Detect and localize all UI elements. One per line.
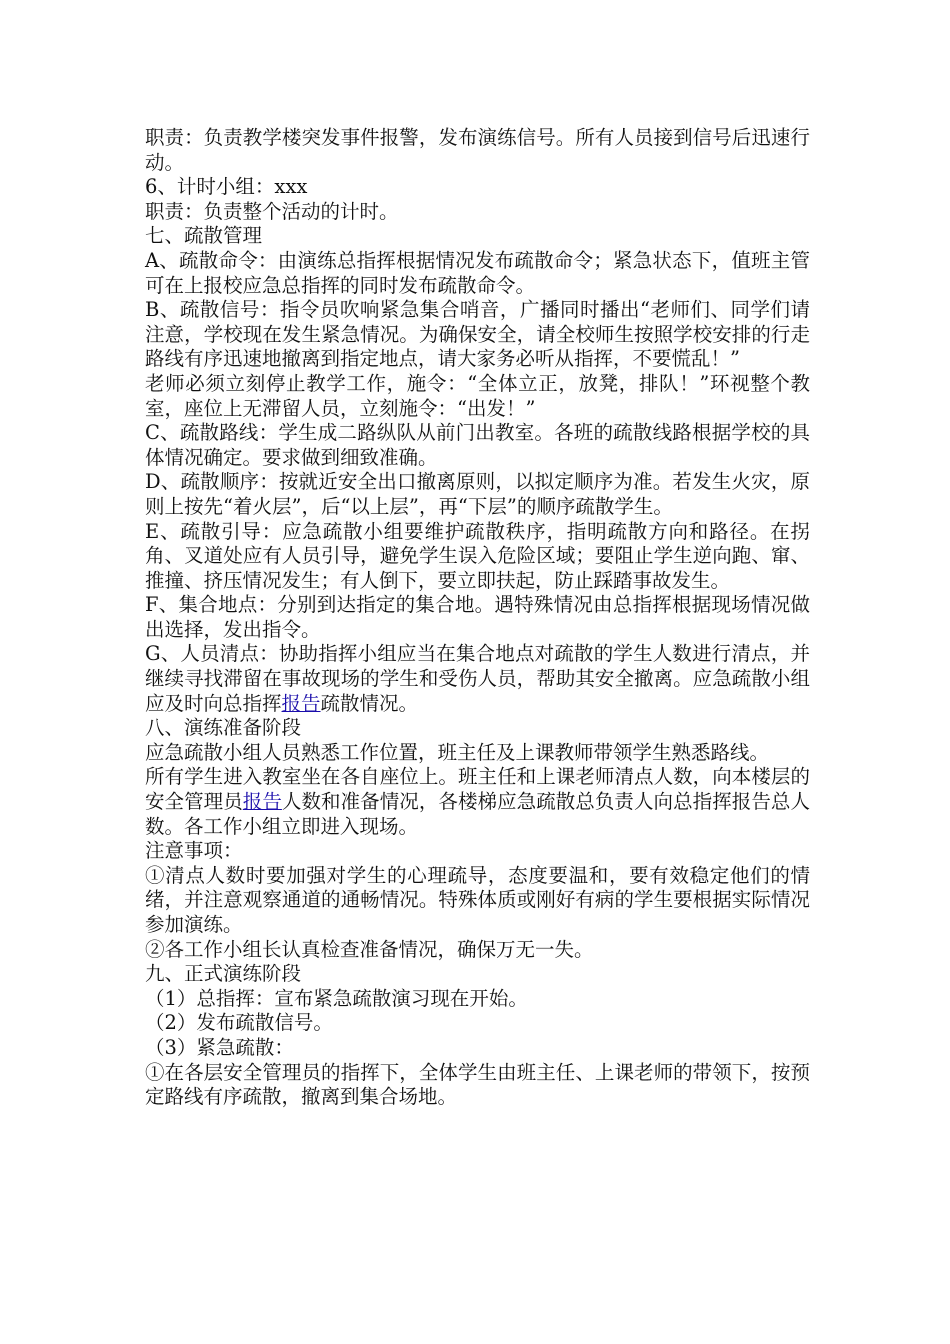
paragraph-note-2: ②各工作小组长认真检查准备情况，确保万无一失。	[145, 937, 594, 961]
paragraph-evacuation-route: C、疏散路线：学生成二路纵队从前门出教室。各班的疏散线路根据学校的具体情况确定。要求做到细致准确。	[145, 421, 810, 469]
paragraph-evacuation-signal: B、疏散信号：指令员吹响紧急集合哨音，广播同时播出“老师们、同学们请注意，学校现在发生紧急情况。为确保安全，请全校师生按照学校安排的行走路线有序迅速地撤离到指定地点，请大家务必听从指挥，不要慌乱！”	[145, 298, 810, 371]
paragraph-familiarize-route: 应急疏散小组人员熟悉工作位置，班主任及上课教师带领学生熟悉路线。	[145, 740, 770, 764]
paragraph-step-1: （1）总指挥：宣布紧急疏散演习现在开始。	[145, 986, 528, 1010]
paragraph-students-seated	[145, 765, 810, 839]
paragraph-notes-heading: 注意事项：	[145, 839, 243, 863]
paragraph-step-3-detail: ①在各层安全管理员的指挥下，全体学生由班主任、上课老师的带领下，按预定路线有序疏散，撤离到集合场地。	[145, 1060, 810, 1109]
paragraph-duty-alarm: 职责：负责教学楼突发事件报警，发布演练信号。所有人员接到信号后迅速行动。	[145, 126, 810, 174]
report-link[interactable]: 报告	[281, 691, 321, 715]
paragraph-step-3: （3）紧急疏散：	[145, 1035, 294, 1059]
report-link-2[interactable]: 报告	[242, 790, 282, 814]
paragraph-evacuation-order: D、疏散顺序：按就近安全出口撤离原则，以拟定顺序为准。若发生火灾，原则上按先“着火层”，后“以上层”，再“下层”的顺序疏散学生。	[145, 470, 810, 518]
paragraph-timing-group: 6、计时小组：xxx	[145, 175, 308, 199]
paragraph-evacuation-command: A、疏散命令：由演练总指挥根据情况发布疏散命令；紧急状态下，值班主管可在上报校应急总指挥的同时发布疏散命令。	[145, 248, 810, 297]
section-heading-formal-drill: 九、正式演练阶段	[145, 962, 302, 986]
paragraph-students-seated-text-before: 所有学生进入教室坐在各自座位上。班主任和上课老师清点人数，向本楼层的安全管理员	[145, 765, 810, 814]
section-heading-drill-preparation: 八、演练准备阶段	[145, 716, 302, 740]
paragraph-students-seated-text-after: 人数和准备情况，各楼梯应急疏散总负责人向总指挥报告总人数。各工作小组立即进入现场。	[145, 790, 810, 838]
document-body	[145, 126, 810, 1110]
paragraph-duty-timing: 职责：负责整个活动的计时。	[145, 199, 399, 223]
section-heading-evacuation-management: 七、疏散管理	[145, 224, 263, 248]
paragraph-note-1: ①清点人数时要加强对学生的心理疏导，态度要温和，要有效稳定他们的情绪，并注意观察通道的通畅情况。特殊体质或刚好有病的学生要根据实际情况参加演练。	[145, 863, 810, 936]
paragraph-headcount-text-after: 疏散情况。	[320, 691, 419, 715]
paragraph-step-2: （2）发布疏散信号。	[145, 1011, 333, 1035]
paragraph-assembly-point: F、集合地点：分别到达指定的集合地。遇特殊情况由总指挥根据现场情况做出选择，发出指令。	[145, 593, 810, 641]
paragraph-headcount-text-before: G、人员清点：协助指挥小组应当在集合地点对疏散的学生人数进行清点，并继续寻找滞留在事故现场的学生和受伤人员，帮助其安全撤离。应急疏散小组应及时向总指挥	[145, 642, 810, 715]
paragraph-teacher-command: 老师必须立刻停止教学工作，施令：“全体立正，放凳，排队！”环视整个教室，座位上无滞留人员，立刻施令：“出发！”	[145, 371, 810, 420]
paragraph-evacuation-guidance: E、疏散引导：应急疏散小组要维护疏散秩序，指明疏散方向和路径。在拐角、叉道处应有人员引导，避免学生误入危险区域；要阻止学生逆向跑、窜、推撞、挤压情况发生；有人倒下，要立即扶起，防止踩踏事故发生。	[145, 519, 810, 592]
paragraph-headcount	[145, 642, 810, 716]
